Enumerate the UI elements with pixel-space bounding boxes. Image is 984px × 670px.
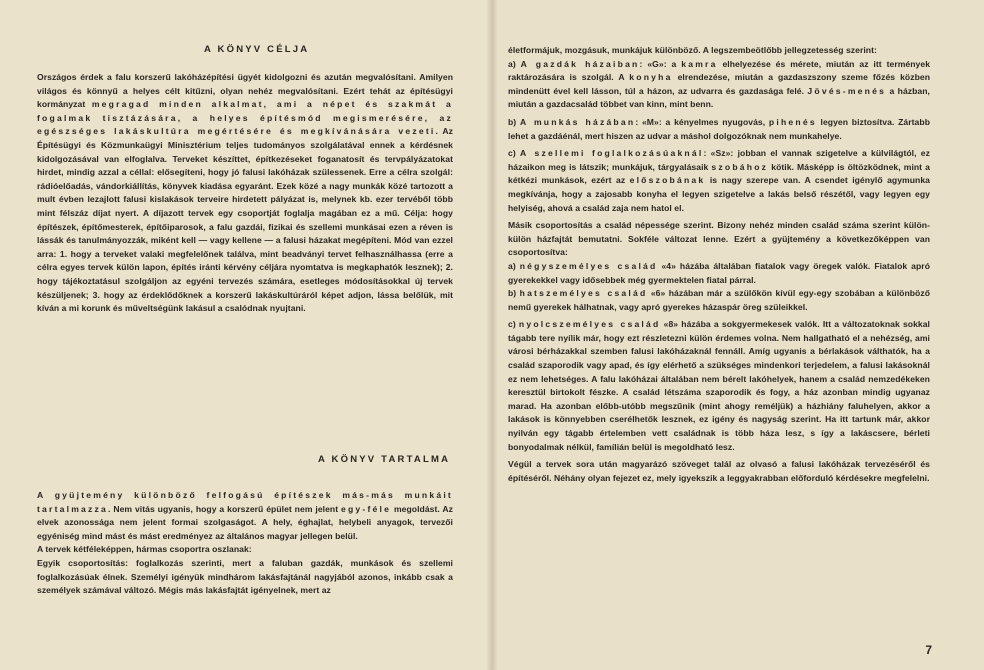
item-c-intellectuals xyxy=(508,147,930,215)
text-run: . Nem vitás ugyanis, hogy a korszerű épület nem jelent xyxy=(108,503,341,514)
item-a-farmers xyxy=(508,58,930,112)
text-run: a) xyxy=(508,58,521,69)
text-run: : «G»: a xyxy=(639,58,682,69)
spaced-emphasis: Jövés-menés xyxy=(807,85,887,96)
spaced-emphasis: nyolcszemélyes család xyxy=(518,319,661,330)
right-paragraph-3: Végül a tervek sora után magyarázó szöveget talál az olvasó a falusi lakóházak tervezéséről és építéséről. Néhány olyan fejezet ez, mely igyekszik a leggyakrabban előforduló kérdésekre megfelelni. xyxy=(508,459,930,483)
text-run: megoldást. Az elvek azonossága nem jelent formai szolgaságot. A hely, éghajlat, helybeli anyagok, tervezői egyéniség mind mást és mást eredményez az általános magyar jellegen belül. xyxy=(37,503,453,541)
contents-paragraph-1 xyxy=(37,489,453,543)
spaced-emphasis: szobához xyxy=(711,161,769,172)
page-number: 7 xyxy=(925,643,932,657)
text-run: c) xyxy=(508,148,521,159)
spaced-emphasis: A munkás házában xyxy=(519,116,636,127)
text-run: «8» házába a sokgyermekesek valók. Itt a változatoknak sokkal tágabb tere nyílik már, hogy ezt részletezni külön érdemes volna. Nem hallgatható el a nehézség, ami városi bérházakkal szemben falusi lakóházaknál fennáll. Amíg ugyanis a bérlakások válthatók, ha a család szaporodik vagy apad, és így elérhető a szükséges mindenkori terjedelem, a falusi lakásoknál ez nem lehetséges. A falu lakóházai általában nem bérelt lakóhelyek, hanem a család nemzedékeken keresztül birtokolt fészke. A család létszáma szaporodik és fogy, a ház azonban mindig ugyanaz marad. Ha azonban előbb-utóbb megszűnik (mint ahogy reméljük) a házhiány faluhelyen, akkor a lakások is könnyebben cserélhetők lesznek, ez igény és nagyság szerint. Ha itt tartunk már, akkor nyilván egy tágabb értelemben vett családnak is több háza lesz, s így a lakáscsere, bérleti bonyodalmak nélkül, famílián belül is megoldható lesz. xyxy=(508,319,930,452)
spaced-emphasis: négyszemélyes család xyxy=(519,260,658,271)
spaced-emphasis: egy-féle xyxy=(341,503,392,514)
text-run: «6» házában már a szülőkön kívül egy-egy szobában a különböző nemű gyerekek hálhatnak, vagy apró gyerekes házaspár öreg szüleikkel. xyxy=(508,288,931,312)
text-run: : «M»: a kényelmes nyugovás, xyxy=(635,116,769,127)
right-column xyxy=(508,44,930,485)
page-gutter xyxy=(486,0,498,670)
text-run: b) xyxy=(508,116,520,127)
text-run: «4» házába általában fiatalok vagy öregek valók. Fiatalok apró gyerekekkel vagy idősebbek még gyermektelen fiatal párral. xyxy=(508,260,930,285)
purpose-paragraph xyxy=(37,71,453,316)
spaced-emphasis: pihenés xyxy=(768,116,817,127)
item-c-eight-person xyxy=(508,318,930,454)
text-run: kötik. Másképp is öltözködnek, mint a kétkézi munkások, ezért az xyxy=(508,161,930,186)
right-paragraph-2: Másik csoportosítás a család népessége szerint. Bizony nehéz minden család száma szerint külön-külön házfajtát bemutatni. Sokféle változat lenne. Ezért a gyüjtemény a következőképpen van csoportosítva: xyxy=(508,220,930,258)
text-run: elhelyezése és mérete, miután az itt termények raktározására is szolgál. A xyxy=(508,58,931,83)
section-title-contents: A KÖNYV TARTALMA xyxy=(318,454,451,465)
spaced-emphasis: A szellemi foglalkozásúaknál xyxy=(520,148,704,159)
spaced-emphasis: kamra xyxy=(681,58,718,69)
text-run: elrendezése, miután a gazdaszszony szeme főzés közben mindenütt ével kell lásson, túl a házon, az udvarra és gazdasága felé. xyxy=(508,72,930,96)
text-run: : «Sz»: jobban el vannak szigetelve a külvilágtól, ez házaikon meg is látszik; munkájuk, tárgyalásaik xyxy=(508,148,930,172)
item-b-workers xyxy=(508,116,930,143)
right-intro: életformájuk, mozgásuk, munkájuk különböző. A legszembeötlőbb jellegzetesség szerint: xyxy=(508,45,877,55)
text-run: legyen biztosítva. Zártabb lehet a gazdáénál, mert hiszen az udvar a máshol dolgozóknak nem munkahelye. xyxy=(508,116,930,141)
contents-column xyxy=(37,489,453,598)
contents-paragraph-3: Egyik csoportosítás: foglalkozás szerinti, mert a faluban gazdák, munkások és szellemi foglalkozásúak élnek. Személyi igényük mindhárom lakásfajtánál nagyjából azonos, inkább csak a személyek számával változó. Mégis más lakásfajtát igényelnek, mert az xyxy=(37,557,453,596)
spaced-emphasis: megragad minden alkalmat, ami a népet és szakmát a fogalmak tisztázására, a helyes építésmód megismerésére, az egészséges lakáskultúra megértésére és megkívánására vezeti xyxy=(37,99,453,137)
text-run: c) xyxy=(508,319,519,330)
text-run: Országos érdek a falu korszerű lakóházépítési ügyét kidolgozni és azután megvalósítani. Amilyen világos és könnyű a helyes célt kitűzni, olyan nehéz megvalósítani. Ezért tehát az építésügyi kormányzat xyxy=(37,72,453,110)
purpose-text xyxy=(37,71,453,316)
text-run: is nagy szerepe van. A csendet igénylő agymunka megkívánja, hogy a zajosabb konyha el legyen szigetelve a lakás belső részétől, vagy legyen egy helyiség, ahová a család zaja nem hatol el. xyxy=(508,175,930,213)
item-b-six-person xyxy=(508,287,930,314)
spaced-emphasis: A gazdák házaiban xyxy=(520,58,640,69)
text-run: a házban, miután a gazdacsalád többet van kinn, mint benn. xyxy=(508,85,930,110)
section-title-purpose: A KÖNYV CÉLJA xyxy=(204,44,310,55)
text-run: . Az Építésügyi és Közmunkaügyi Minisztérium teljes tudományos szolgálatával ennek a kérdésnek kidolgozásával van elfoglalva. Terveket készíttet, építkezéseket foganatosít és tervpályázatokat hirdet, mindig azzal a céllal: elősegíteni, hogy jó falusi lakóházak szülessenek. Erre a célra szolgál: rádióelőadás, vándorkiállítás, könyvek kiadása egyaránt. Ezek közé a nagy munkák közé tartozott a mult évben lezajlott falusi kislakások terveire hirdetett pályázat is, melynek kb. ezer tervéből több mint félszáz díjat nyert. A díjazott tervek egy csoportját foglalja magában ez a mű. Célja: hogy építészek, építőmesterek, építőiparosok, a falu gazdái, fizikai és szellemi munkásai ezen a réven is lássák és tanulmányozzák, miként kell — vagy kellene — a falusi házakat megépíteni. Mód van ezzel arra: 1. hogy a terveket valaki megfelelőnek találva, mint beadványi tervet felhasználhassa (erre a célra egyes tervek külön lapon, építés iránti kérvény céljára nyomtatva is megkaphatók lesznek); 2. hogy tájékoztatásul szolgáljon az egyéni tervezés számára, esetleges módosításokkal új tervek készüljenek; 3. hogy az érdeklődőknek a korszerű lakáskultúráról képet adjon, lássa belőlük, mit kíván a mi korunk és műveltségünk lakásul a csalódnak nyujtani. xyxy=(37,126,453,314)
text-run: b) xyxy=(508,288,520,299)
spaced-emphasis: konyha xyxy=(629,72,673,83)
contents-paragraph-2: A tervek kétféleképpen, hármas csoportra oszlanak: xyxy=(37,544,252,555)
text-run: a) xyxy=(508,260,520,271)
item-a-four-person xyxy=(508,260,930,287)
spaced-emphasis: A gyüjtemény különböző felfogású építészek más-más munkáit tartalmazza xyxy=(37,490,453,514)
spaced-emphasis: előszobának xyxy=(629,175,706,186)
spaced-emphasis: hatszemélyes család xyxy=(519,288,648,299)
